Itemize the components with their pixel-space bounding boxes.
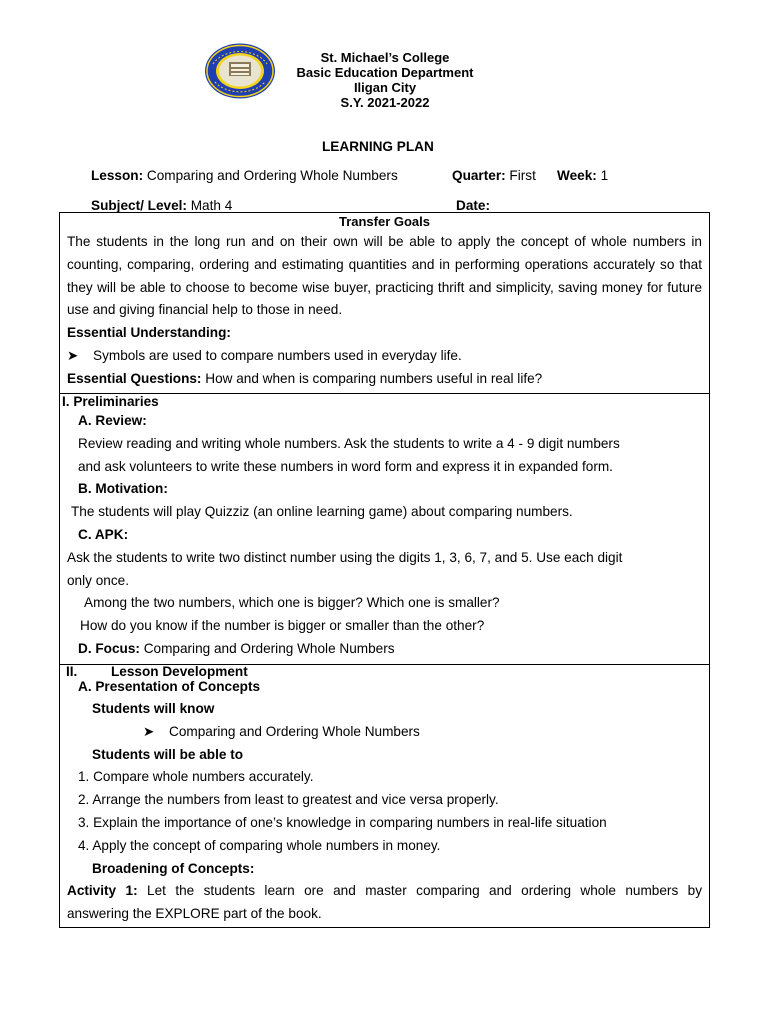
lesson-development-title: Lesson Development — [111, 664, 248, 679]
lesson-development-row — [60, 665, 710, 928]
quarter-label: Quarter: — [452, 168, 506, 183]
objective-item: 2. Arrange the numbers from least to greatest and vice versa properly. — [78, 792, 499, 808]
subject-label: Subject/ Level: — [91, 198, 187, 213]
motivation-text: The students will play Quizziz (an online learning game) about comparing numbers. — [71, 504, 573, 520]
apk-label: C. APK: — [78, 526, 129, 542]
students-able-to: Students will be able to — [92, 746, 244, 762]
review-label: A. Review: — [78, 413, 147, 428]
week-label: Week: — [557, 168, 597, 183]
transfer-goals-heading: Transfer Goals — [338, 214, 431, 229]
activity-text: Let the students learn ore and master comparing and ordering whole numbers by — [137, 883, 703, 899]
lesson-development-number: II. — [66, 664, 78, 679]
essential-questions — [67, 368, 702, 391]
lesson-field — [91, 168, 398, 183]
know-item-text: Comparing and Ordering Whole Numbers — [169, 723, 420, 739]
essential-questions-label: Essential Questions: — [67, 370, 202, 386]
lesson-value: Comparing and Ordering Whole Numbers — [143, 168, 398, 183]
apk-question-2: How do you know if the number is bigger or smaller than the other? — [80, 618, 485, 634]
motivation-label: B. Motivation: — [78, 481, 168, 497]
preliminaries-heading: I. Preliminaries — [62, 394, 159, 409]
transfer-goals-paragraph: The students in the long run and on their own will be able to apply the concept of whole numbers in counting, comparing, ordering and estimating quantities and in performing operations accurately so that they will be able to choose to become wise buyer, practicing thrift and simplicity, saving money for future use and giving financial help to those in need. — [67, 234, 702, 318]
focus-line — [67, 638, 702, 661]
subject-field — [91, 198, 232, 213]
review-line-2: and ask volunteers to write these numbers in word form and express it in expanded form. — [78, 458, 613, 474]
activity-line-2: answering the EXPLORE part of the book. — [67, 906, 322, 922]
city-name: Iligan City — [353, 80, 417, 95]
objective-item: 4. Apply the concept of comparing whole numbers in money. — [78, 837, 441, 853]
week-field — [557, 168, 608, 183]
department-name: Basic Education Department — [296, 65, 474, 80]
school-year: S.Y. 2021-2022 — [340, 95, 430, 110]
lesson-development-heading — [66, 665, 702, 679]
quarter-field — [452, 168, 536, 183]
learning-plan-table — [59, 212, 710, 928]
quarter-value: First — [505, 168, 536, 183]
focus-text: Comparing and Ordering Whole Numbers — [139, 640, 395, 656]
know-item — [67, 721, 702, 744]
date-label: Date: — [456, 198, 490, 213]
essential-understanding-label: Essential Understanding: — [67, 325, 231, 341]
presentation-label: A. Presentation of Concepts — [78, 679, 261, 694]
document-title: LEARNING PLAN — [322, 139, 434, 154]
transfer-goals-row — [60, 213, 710, 394]
objective-item: 3. Explain the importance of one’s knowledge in comparing numbers in real-life situation — [78, 814, 607, 830]
essential-questions-text: How and when is comparing numbers useful in real life? — [201, 370, 543, 386]
activity-label: Activity 1: — [67, 883, 138, 899]
focus-label: D. Focus: — [78, 640, 140, 656]
transfer-goals-cell — [60, 213, 710, 394]
lesson-development-cell — [60, 665, 710, 928]
essential-understanding-text: Symbols are used to compare numbers used in everyday life. — [93, 347, 462, 363]
college-name: St. Michael’s College — [320, 50, 450, 65]
arrow-bullet-icon: ➤ — [143, 723, 155, 739]
apk-question-1: Among the two numbers, which one is bigger? Which one is smaller? — [84, 595, 500, 611]
lesson-label: Lesson: — [91, 168, 144, 183]
students-will-know: Students will know — [92, 701, 215, 716]
review-line-1: Review reading and writing whole numbers. Ask the students to write a 4 - 9 digit numbers — [78, 435, 620, 451]
apk-line-2: only once. — [67, 572, 129, 588]
preliminaries-cell — [60, 394, 710, 665]
subject-value: Math 4 — [186, 198, 233, 213]
apk-line-1: Ask the students to write two distinct number using the digits 1, 3, 6, 7, and 5. Use each digit — [67, 549, 623, 565]
broadening-label: Broadening of Concepts: — [92, 860, 255, 876]
preliminaries-row — [60, 394, 710, 665]
activity-line-1 — [67, 880, 702, 903]
arrow-bullet-icon: ➤ — [67, 347, 79, 363]
essential-understanding-item — [67, 345, 702, 368]
objective-item: 1. Compare whole numbers accurately. — [78, 769, 314, 785]
week-value: 1 — [596, 168, 609, 183]
